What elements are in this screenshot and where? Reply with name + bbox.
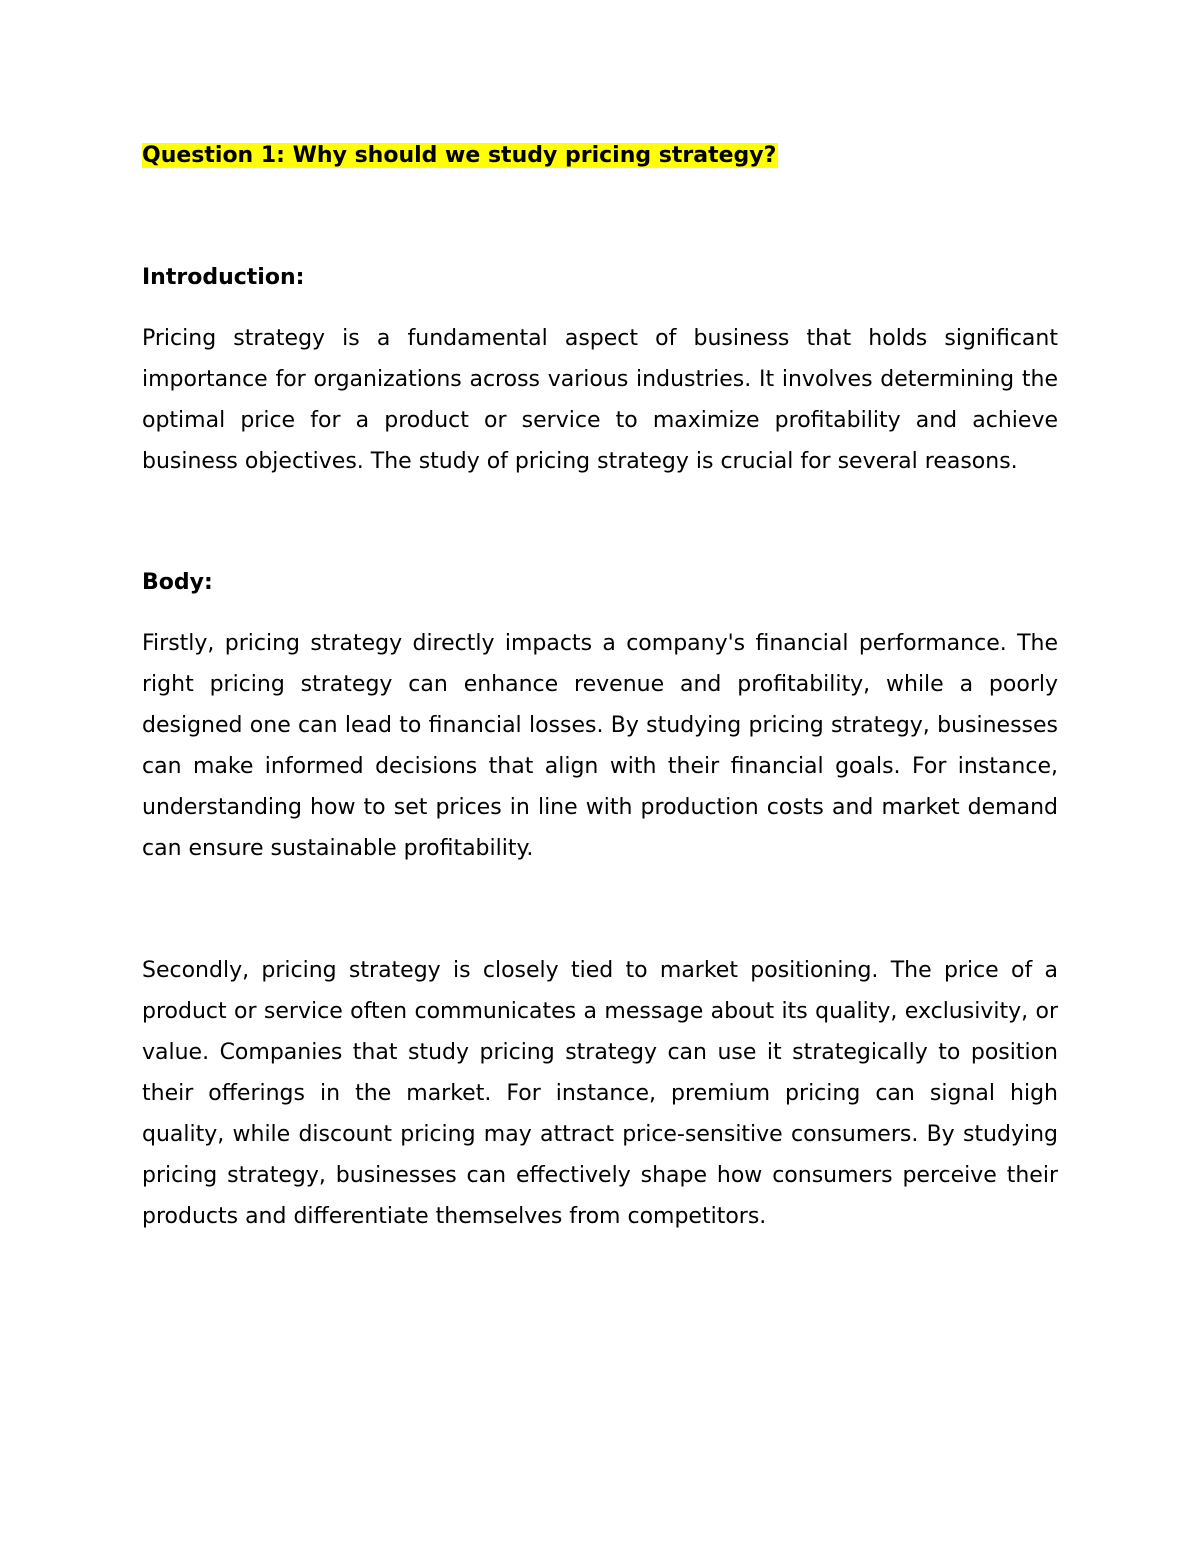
body-heading: Body: (142, 570, 213, 595)
body-paragraph-2: Secondly, pricing strategy is closely tied to market positioning. The price of a product or service often communicates a message about its quality, exclusivity, or value. Companies that study pricing strategy can use it strategically to position their offerings in the market. For instance, premium pricing can signal high quality, while discount pricing may attract price-sensitive consumers. By studying pricing strategy, businesses can effectively shape how consumers perceive their products and differentiate themselves from competitors. (142, 958, 1058, 1229)
spacer (142, 869, 1058, 950)
spacer (142, 482, 1058, 563)
body-paragraph-1: Firstly, pricing strategy directly impacts a company's financial performance. The right pricing strategy can enhance revenue and profitability, while a poorly designed one can lead to financial losses. By studying pricing strategy, businesses can make informed decisions that align with their financial goals. For instance, understanding how to set prices in line with production costs and market demand can ensure sustainable profitability. (142, 631, 1058, 861)
question-title (142, 138, 1058, 174)
introduction-paragraph: Pricing strategy is a fundamental aspect of business that holds significant importance for organizations across various industries. It involves determining the optimal price for a product or service to maximize profitability and achieve business objectives. The study of pricing strategy is crucial for several reasons. (142, 326, 1058, 474)
question-highlight: Question 1: Why should we study pricing strategy? (142, 143, 777, 168)
spacer (142, 174, 1058, 258)
spacer (142, 298, 1058, 318)
spacer (142, 603, 1058, 623)
introduction-heading: Introduction: (142, 265, 305, 290)
document-content (142, 138, 1058, 1237)
